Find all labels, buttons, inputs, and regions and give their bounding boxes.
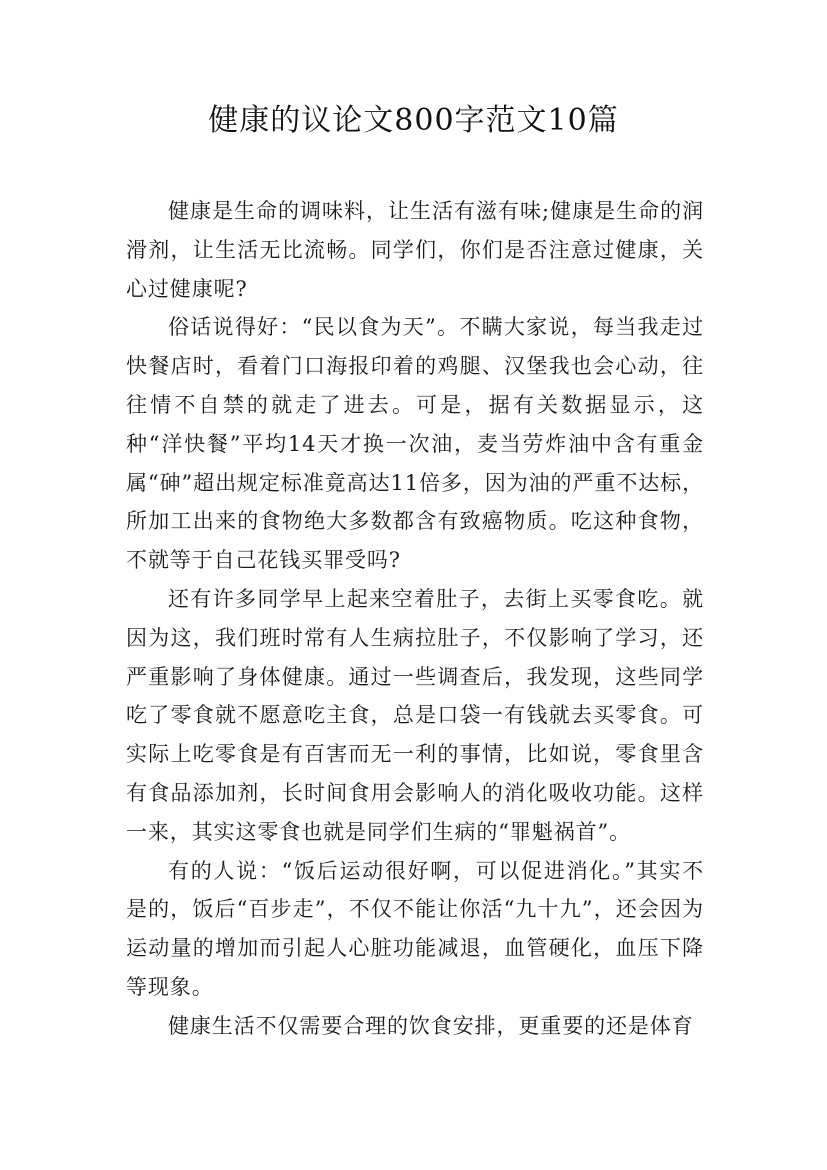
paragraph-2: 俗话说得好：“民以食为天”。不瞒大家说，每当我走过快餐店时，看着门口海报印着的鸡腿、汉堡我也会心动，往往情不自禁的就走了进去。可是，据有关数据显示，这种“洋快餐”平均14天才换一次油，麦当劳炸油中含有重金属“砷”超出规定标准竟高达11倍多，因为油的严重不达标，所加工出来的食物绝大多数都含有致癌物质。吃这种食物，不就等于自己花钱买罪受吗? xyxy=(126,315,704,573)
document-body xyxy=(126,192,704,1046)
paragraph-4: 有的人说：“饭后运动很好啊，可以促进消化。”其实不是的，饭后“百步走”，不仅不能让你活“九十九”，还会因为运动量的增加而引起人心脏功能减退，血管硬化，血压下降等现象。 xyxy=(126,858,704,999)
paragraph-1: 健康是生命的调味料，让生活有滋有味;健康是生命的润滑剂，让生活无比流畅。同学们，你们是否注意过健康，关心过健康呢? xyxy=(126,199,704,301)
document-title: 健康的议论文800字范文10篇 xyxy=(208,103,619,138)
paragraph-3: 还有许多同学早上起来空着肚子，去街上买零食吃。就因为这，我们班时常有人生病拉肚子，不仅影响了学习，还严重影响了身体健康。通过一些调查后，我发现，这些同学吃了零食就不愿意吃主食，总是口袋一有钱就去买零食。可实际上吃零食是有百害而无一利的事情，比如说，零食里含有食品添加剂，长时间食用会影响人的消化吸收功能。这样一来，其实这零食也就是同学们生病的“罪魁祸首”。 xyxy=(126,586,704,844)
paragraph-5: 健康生活不仅需要合理的饮食安排，更重要的还是体育 xyxy=(168,1013,694,1038)
